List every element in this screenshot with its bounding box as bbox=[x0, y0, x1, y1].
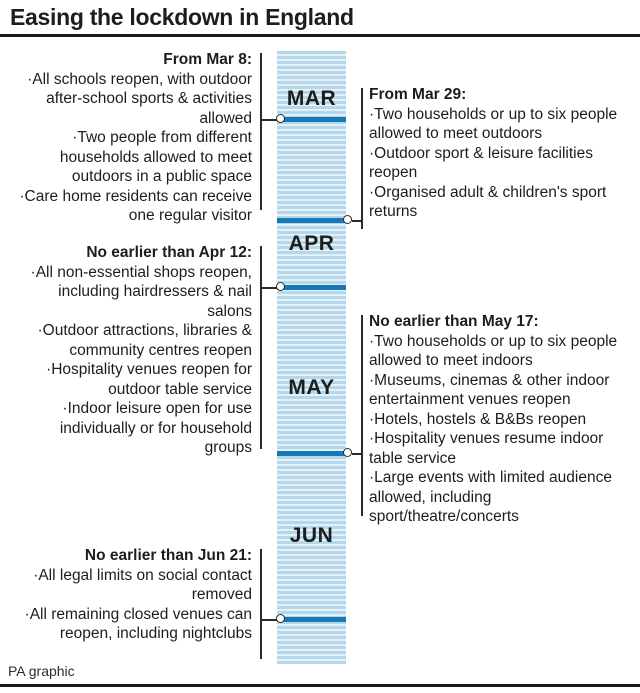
date-marker-jun21 bbox=[277, 617, 346, 622]
timeline-column bbox=[277, 51, 346, 664]
event-bullet: · All non-essential shops reopen, including hairdressers & nail salons bbox=[14, 263, 252, 322]
date-marker-mar8 bbox=[277, 117, 346, 122]
event-bullet: · Outdoor attractions, libraries & community centres reopen bbox=[14, 321, 252, 360]
event-bullet: · Organised adult & children's sport returns bbox=[369, 183, 633, 222]
month-label-may: MAY bbox=[288, 376, 335, 399]
connector-node-mar8 bbox=[276, 114, 285, 123]
event-bullet: · All schools reopen, with outdoor after-school sports & activities allowed bbox=[14, 70, 252, 129]
event-bullet: · Museums, cinemas & other indoor entertainment venues reopen bbox=[369, 371, 633, 410]
title-divider bbox=[0, 34, 640, 37]
event-block-apr12 bbox=[14, 243, 252, 458]
bracket-rule-mar29 bbox=[361, 88, 363, 229]
event-bullet: · All remaining closed venues can reopen, including nightclubs bbox=[14, 605, 252, 644]
date-marker-apr12 bbox=[277, 285, 346, 290]
bracket-rule-may17 bbox=[361, 315, 363, 516]
event-block-mar8 bbox=[14, 50, 252, 226]
connector-line-apr12 bbox=[261, 287, 277, 289]
month-label-apr: APR bbox=[288, 232, 335, 255]
event-block-mar29 bbox=[369, 85, 633, 222]
event-heading-mar29: From Mar 29: bbox=[369, 86, 467, 103]
month-label-mar: MAR bbox=[286, 87, 337, 110]
event-bullet: · Two households or up to six people allowed to meet outdoors bbox=[369, 105, 633, 144]
event-heading-may17: No earlier than May 17: bbox=[369, 313, 539, 330]
bottom-divider bbox=[0, 684, 640, 687]
connector-node-apr12 bbox=[276, 282, 285, 291]
source-credit: PA graphic bbox=[8, 663, 75, 679]
event-bullet: · Two households or up to six people allowed to meet indoors bbox=[369, 332, 633, 371]
connector-node-jun21 bbox=[276, 614, 285, 623]
connector-node-may17 bbox=[343, 448, 352, 457]
event-bullet: · Care home residents can receive one regular visitor bbox=[14, 187, 252, 226]
connector-node-mar29 bbox=[343, 215, 352, 224]
event-bullet: · All legal limits on social contact removed bbox=[14, 566, 252, 605]
page-title: Easing the lockdown in England bbox=[10, 4, 354, 30]
date-marker-mar29 bbox=[277, 218, 346, 223]
event-heading-apr12: No earlier than Apr 12: bbox=[86, 244, 252, 261]
event-bullet: · Outdoor sport & leisure facilities reopen bbox=[369, 144, 633, 183]
month-label-jun: JUN bbox=[289, 524, 334, 547]
event-bullets-mar29 bbox=[369, 105, 633, 222]
event-bullet: · Indoor leisure open for use individually or for household groups bbox=[14, 399, 252, 458]
connector-line-jun21 bbox=[261, 619, 277, 621]
connector-line-mar8 bbox=[261, 119, 277, 121]
event-bullets-apr12 bbox=[14, 263, 252, 458]
date-marker-may17 bbox=[277, 451, 346, 456]
event-bullets-jun21 bbox=[14, 566, 252, 644]
bracket-rule-apr12 bbox=[260, 246, 262, 449]
event-bullet: · Two people from different households allowed to meet outdoors in a public space bbox=[14, 128, 252, 187]
event-heading-mar8: From Mar 8: bbox=[163, 51, 252, 68]
event-bullet: · Hotels, hostels & B&Bs reopen bbox=[369, 410, 633, 430]
event-block-may17 bbox=[369, 312, 633, 527]
bracket-rule-mar8 bbox=[260, 53, 262, 210]
event-bullet: · Large events with limited audience allowed, including sport/theatre/concerts bbox=[369, 468, 633, 527]
event-bullets-may17 bbox=[369, 332, 633, 527]
event-bullets-mar8 bbox=[14, 70, 252, 226]
event-bullet: · Hospitality venues reopen for outdoor table service bbox=[14, 360, 252, 399]
event-heading-jun21: No earlier than Jun 21: bbox=[84, 547, 252, 564]
event-block-jun21 bbox=[14, 546, 252, 644]
event-bullet: · Hospitality venues resume indoor table service bbox=[369, 429, 633, 468]
bracket-rule-jun21 bbox=[260, 549, 262, 659]
